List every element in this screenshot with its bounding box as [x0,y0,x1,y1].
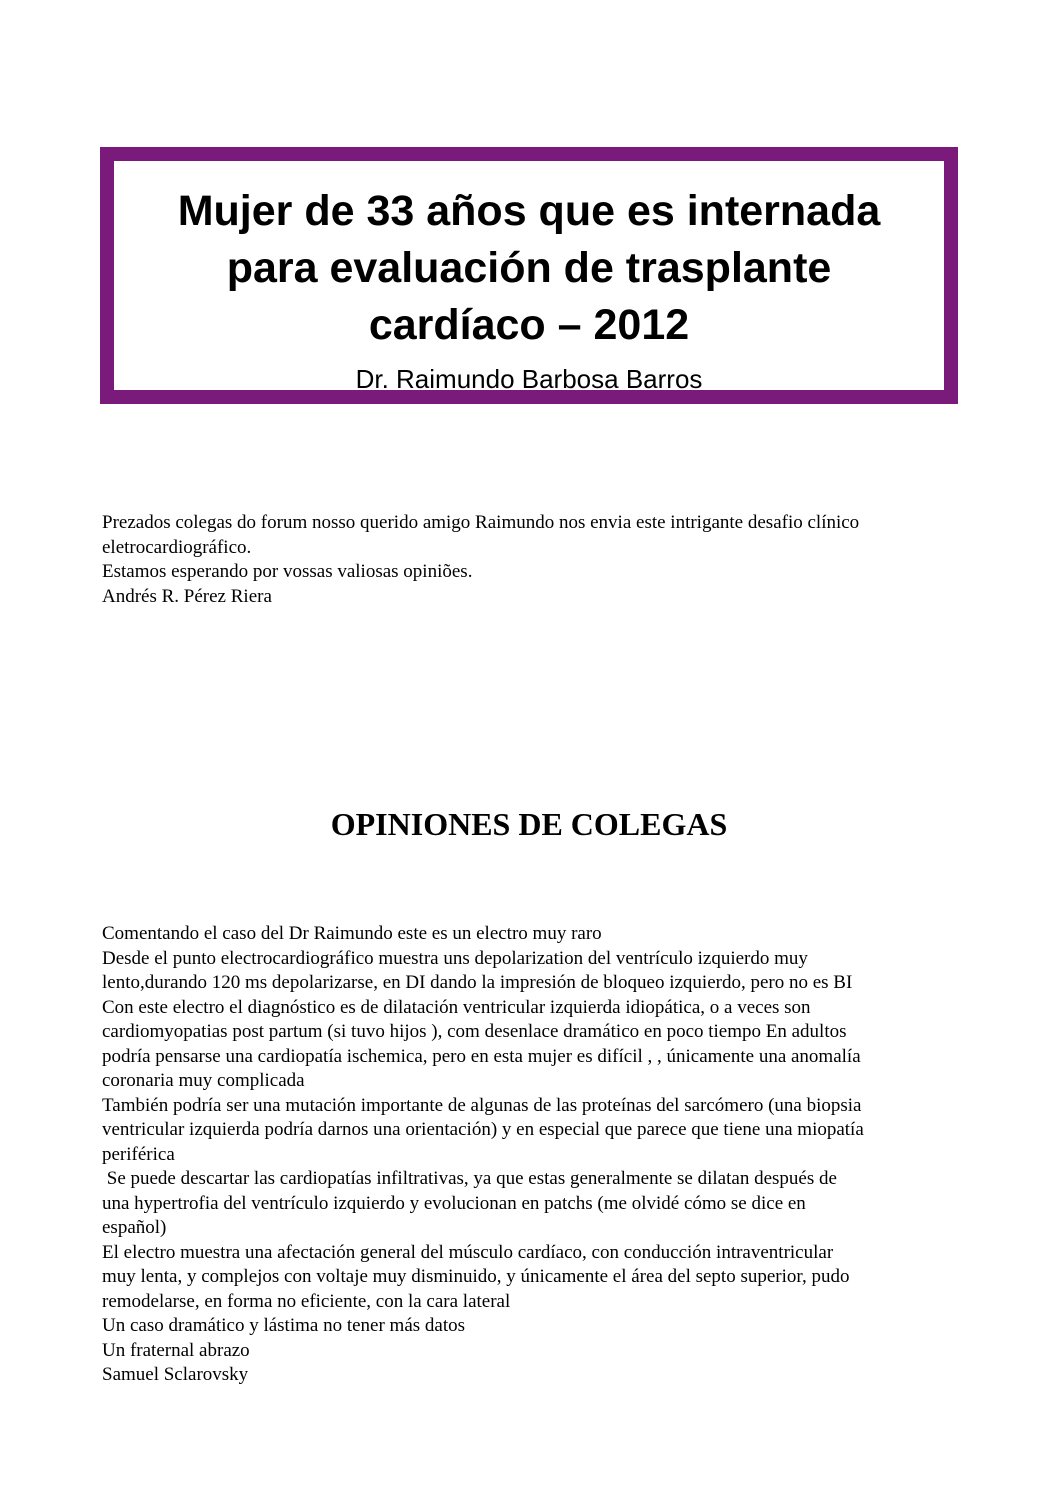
title-box [100,147,958,404]
title-line: cardíaco – 2012 [368,301,690,349]
author-name: Dr. Raimundo Barbosa Barros [355,364,703,394]
opinion-line: coronaria muy complicada [102,1070,305,1091]
opinion-line: muy lenta, y complejos con voltaje muy disminuido, y únicamente el área del septo superior, pudo [102,1266,850,1287]
opinion-line: español) [102,1217,167,1238]
opinion-line: cardiomyopatias post partum (si tuvo hijos ), com desenlace dramático en poco tiempo En adultos [102,1021,847,1042]
document-title [114,183,944,354]
opinion-line: remodelarse, en forma no eficiente, con la cara lateral [102,1290,511,1312]
opinion-line: Un caso dramático y lástima no tener más datos [102,1315,466,1336]
opinion-line: periférica [102,1143,175,1165]
opinion-line: Desde el punto electrocardiográfico muestra uns depolarization del ventrículo izquierdo muy [102,947,808,969]
opinion-line: El electro muestra una afectación general del músculo cardíaco, con conducción intraventricular [102,1241,834,1263]
opinion-line: También podría ser una mutación importante de algunas de las proteínas del sarcómero (una biopsia [102,1094,862,1116]
intro-line: Estamos esperando por vossas valiosas opiniões. [102,561,473,582]
opinion-text [102,922,972,1388]
title-line: para evaluación de trasplante [226,244,832,292]
opinion-line: lento,durando 120 ms depolarizarse, en DI dando la impresión de bloqueo izquierdo, pero no es BI [102,972,853,993]
opinion-line: podría pensarse una cardiopatía ischemica, pero en esta mujer es difícil , , únicamente una anomalía [102,1045,861,1067]
intro-line: Prezados colegas do forum nosso querido amigo Raimundo nos envia este intrigante desafio clínico [102,512,860,533]
opinion-line: Con este electro el diagnóstico es de dilatación ventricular izquierda idiopática, o a veces son [102,996,811,1018]
opinion-line: Se puede descartar las cardiopatías infiltrativas, ya que estas generalmente se dilatan después de [102,1168,837,1189]
intro-paragraph [102,511,962,609]
opinion-line: Comentando el caso del Dr Raimundo este es un electro muy raro [102,923,602,944]
title-line: Mujer de 33 años que es internada [177,187,881,235]
opinion-line: ventricular izquierda podría darnos una orientación) y en especial que parece que tiene una miopatía [102,1119,864,1140]
section-heading: OPINIONES DE COLEGAS [330,806,728,842]
opinion-line: Un fraternal abrazo [102,1339,250,1361]
opinion-signature: Samuel Sclarovsky [102,1364,249,1385]
intro-line: eletrocardiográfico. [102,536,252,558]
intro-signature: Andrés R. Pérez Riera [102,585,272,607]
opinion-line: una hypertrofia del ventrículo izquierdo y evolucionan en patchs (me olvidé cómo se dice en [102,1192,806,1214]
